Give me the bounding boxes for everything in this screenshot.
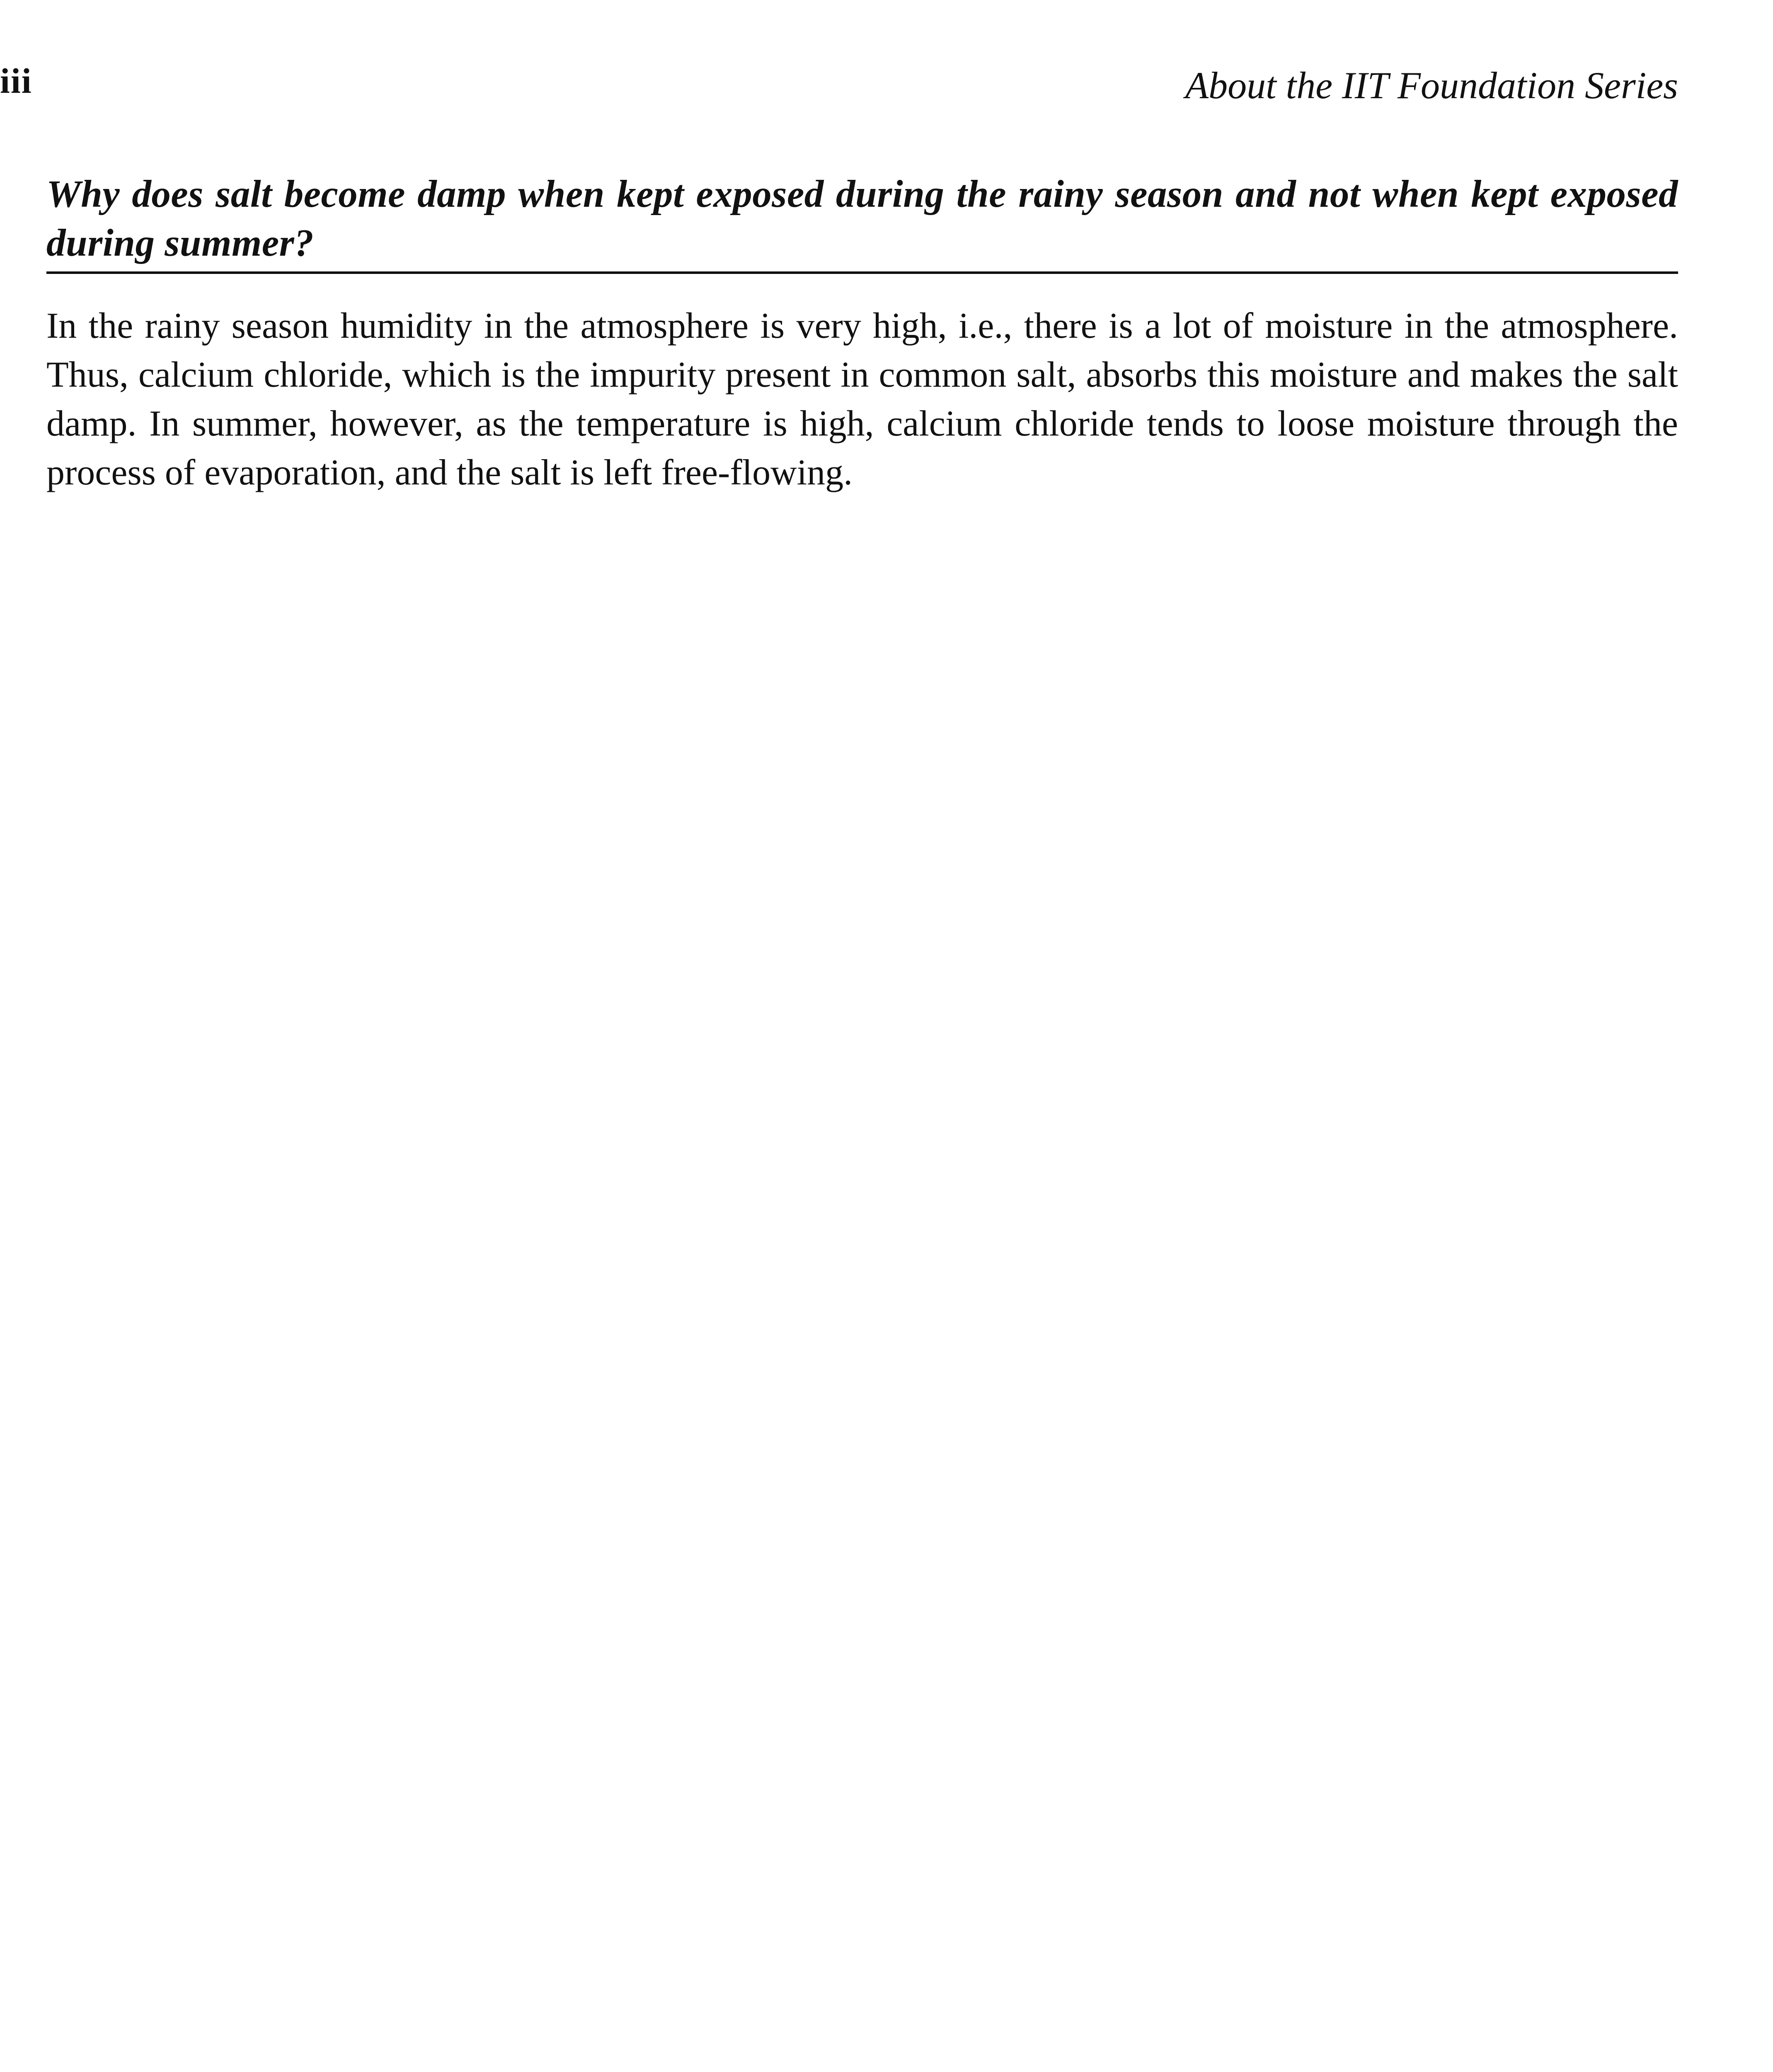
- answer-paragraph: In the rainy season humidity in the atmosphere is very high, i.e., there is a lot of moisture in the atmosphere. Thus, calcium chloride, which is the impurity present in common salt, absorbs this moisture and makes the salt damp. In summer, however, as the temperature is high, calcium chloride tends to loose moisture through the process of evaporation, and the salt is left free-flowing.: [46, 306, 1678, 493]
- question-heading: Why does salt become damp when kept exposed during the rainy season and not when kept exposed during summer?: [46, 173, 1678, 264]
- page-number: iii: [0, 61, 32, 101]
- running-header-title: About the IIT Foundation Series: [1185, 64, 1678, 107]
- heading-divider: [46, 271, 1678, 274]
